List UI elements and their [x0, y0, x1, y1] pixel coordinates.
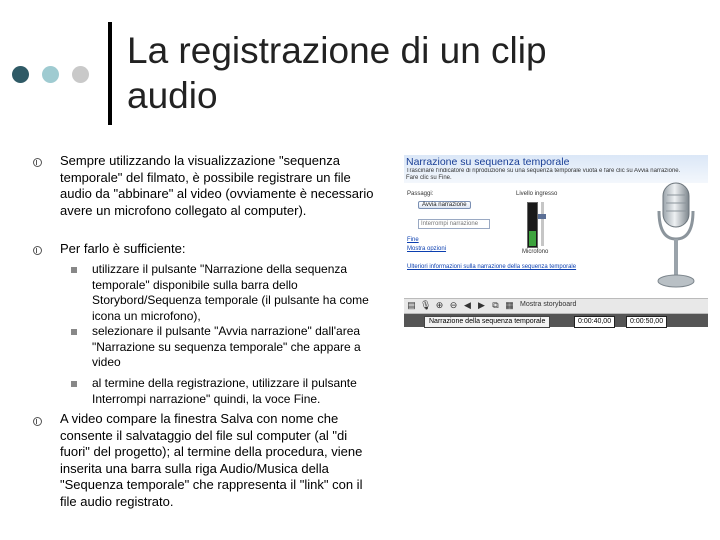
sub-bullet-icon — [71, 381, 77, 387]
sub-bullet-3-line-1: al termine della registrazione, utilizzare il pulsante — [92, 376, 357, 390]
sub-bullet-3 — [92, 376, 392, 407]
timeline-time-1: 0:00:40,00 — [574, 316, 615, 328]
sub-bullet-1 — [92, 262, 392, 324]
panel-header — [404, 155, 708, 183]
input-level-label: Livello ingresso — [516, 191, 558, 197]
decoration-dot-light — [42, 66, 59, 83]
storyboard-toolbar — [404, 298, 708, 314]
start-narration-label: Avvia narrazione — [422, 202, 467, 208]
split-icon[interactable]: ⧉ — [492, 300, 499, 310]
rewind-icon[interactable]: ◀ — [464, 300, 471, 310]
microphone-icon — [654, 181, 698, 291]
sub-bullet-2-line-1: selezionare il pulsante "Avvia narrazione" dall'area — [92, 324, 361, 338]
bullet-icon — [32, 416, 42, 426]
panel-description: Trascinare l'indicatore di riproduzione su una sequenza temporale vuota e fare clic su Avvia narrazione. — [406, 168, 681, 174]
input-level-slider[interactable] — [541, 202, 544, 246]
bullet-icon — [32, 157, 42, 167]
steps-label: Passaggi: — [407, 191, 434, 197]
bullet-2 — [60, 241, 400, 258]
sub-bullet-1-line-1: utilizzare il pulsante "Narrazione della sequenza — [92, 262, 348, 276]
bullet-3 — [60, 411, 400, 510]
bullet-1-line-3: audio da "abbinare" al video (ovviamente è necessario — [60, 186, 374, 201]
timeline-icon[interactable]: ▤ — [407, 300, 416, 310]
input-level-fill — [529, 231, 536, 246]
title-decoration-dots — [12, 66, 98, 84]
sub-bullet-1-line-2: temporale" disponibile sulla barra dello — [92, 277, 298, 292]
more-info-link[interactable]: Ulteriori informazioni sulla narrazione della sequenza temporale — [407, 264, 577, 270]
microphone-label: Microfono — [522, 249, 549, 255]
storyboard-icon[interactable]: ▦ — [505, 300, 514, 310]
decoration-dot-dark — [12, 66, 29, 83]
sub-bullet-icon — [71, 267, 77, 273]
start-narration-button[interactable] — [418, 201, 471, 209]
sub-bullet-icon — [71, 329, 77, 335]
bullet-3-line-3: fuori" del progetto); al termine della procedura, viene — [60, 444, 363, 459]
bullet-1-line-4: avere un microfono collegato al computer). — [60, 202, 307, 218]
show-options-link[interactable]: Mostra opzioni — [407, 246, 447, 252]
narration-panel-screenshot — [404, 155, 708, 333]
play-icon[interactable]: ▶ — [478, 300, 485, 310]
timeline-narration-clip[interactable]: Narrazione della sequenza temporale — [424, 316, 550, 328]
bullet-3-line-6: file audio registrato. — [60, 493, 174, 509]
bullet-1 — [60, 153, 405, 219]
sub-bullet-2-line-3: video — [92, 355, 121, 369]
decoration-dot-grey — [72, 66, 89, 83]
bullet-1-line-1: Sempre utilizzando la visualizzazione "sequenza — [60, 153, 340, 168]
slide-title-line-1: La registrazione di un clip — [127, 30, 547, 71]
title-divider — [108, 22, 112, 125]
panel-description-2: Fare clic su Fine. — [406, 175, 452, 181]
sub-bullet-2 — [92, 324, 392, 371]
slider-thumb[interactable] — [538, 214, 546, 219]
sub-bullet-1-line-3: Storybord/Sequenza temporale (il pulsante ha come — [92, 293, 369, 307]
slide-title-line-2: audio — [127, 75, 218, 116]
timeline-time-2: 0:00:50,00 — [626, 316, 667, 328]
done-link[interactable]: Fine — [407, 237, 419, 243]
slide-title — [127, 28, 687, 118]
zoom-in-icon[interactable]: ⊕ — [435, 300, 444, 310]
sub-bullet-1-line-4: icona un microfono), — [92, 308, 201, 323]
sub-bullet-2-line-2: "Narrazione su sequenza temporale" che appare a — [92, 339, 361, 354]
microphone-tool-icon[interactable]: 🎙 — [420, 300, 432, 310]
zoom-out-icon[interactable]: ⊖ — [449, 300, 458, 310]
bullet-3-line-4: inserita una barra sulla riga Audio/Musica della — [60, 460, 329, 476]
bullet-2-line-1: Per farlo è sufficiente: — [60, 241, 186, 256]
bullet-3-line-2: consente il salvataggio del file sul computer (al "di — [60, 427, 348, 443]
panel-title: Narrazione su sequenza temporale — [406, 156, 570, 168]
sub-bullet-3-line-2: Interrompi narrazione" quindi, la voce Fine. — [92, 391, 321, 406]
input-level-meter — [527, 202, 538, 248]
bullet-3-line-1: A video compare la finestra Salva con nome che — [60, 411, 339, 426]
stop-narration-button[interactable]: Interrompi narrazione — [418, 219, 490, 229]
bullet-3-line-5: "Sequenza temporale" che rappresenta il "link" con il — [60, 477, 363, 492]
show-storyboard-label[interactable]: Mostra storyboard — [520, 301, 577, 308]
bullet-icon — [32, 245, 42, 255]
bullet-1-line-2: temporale" del filmato, è possibile registrare un file — [60, 169, 351, 185]
